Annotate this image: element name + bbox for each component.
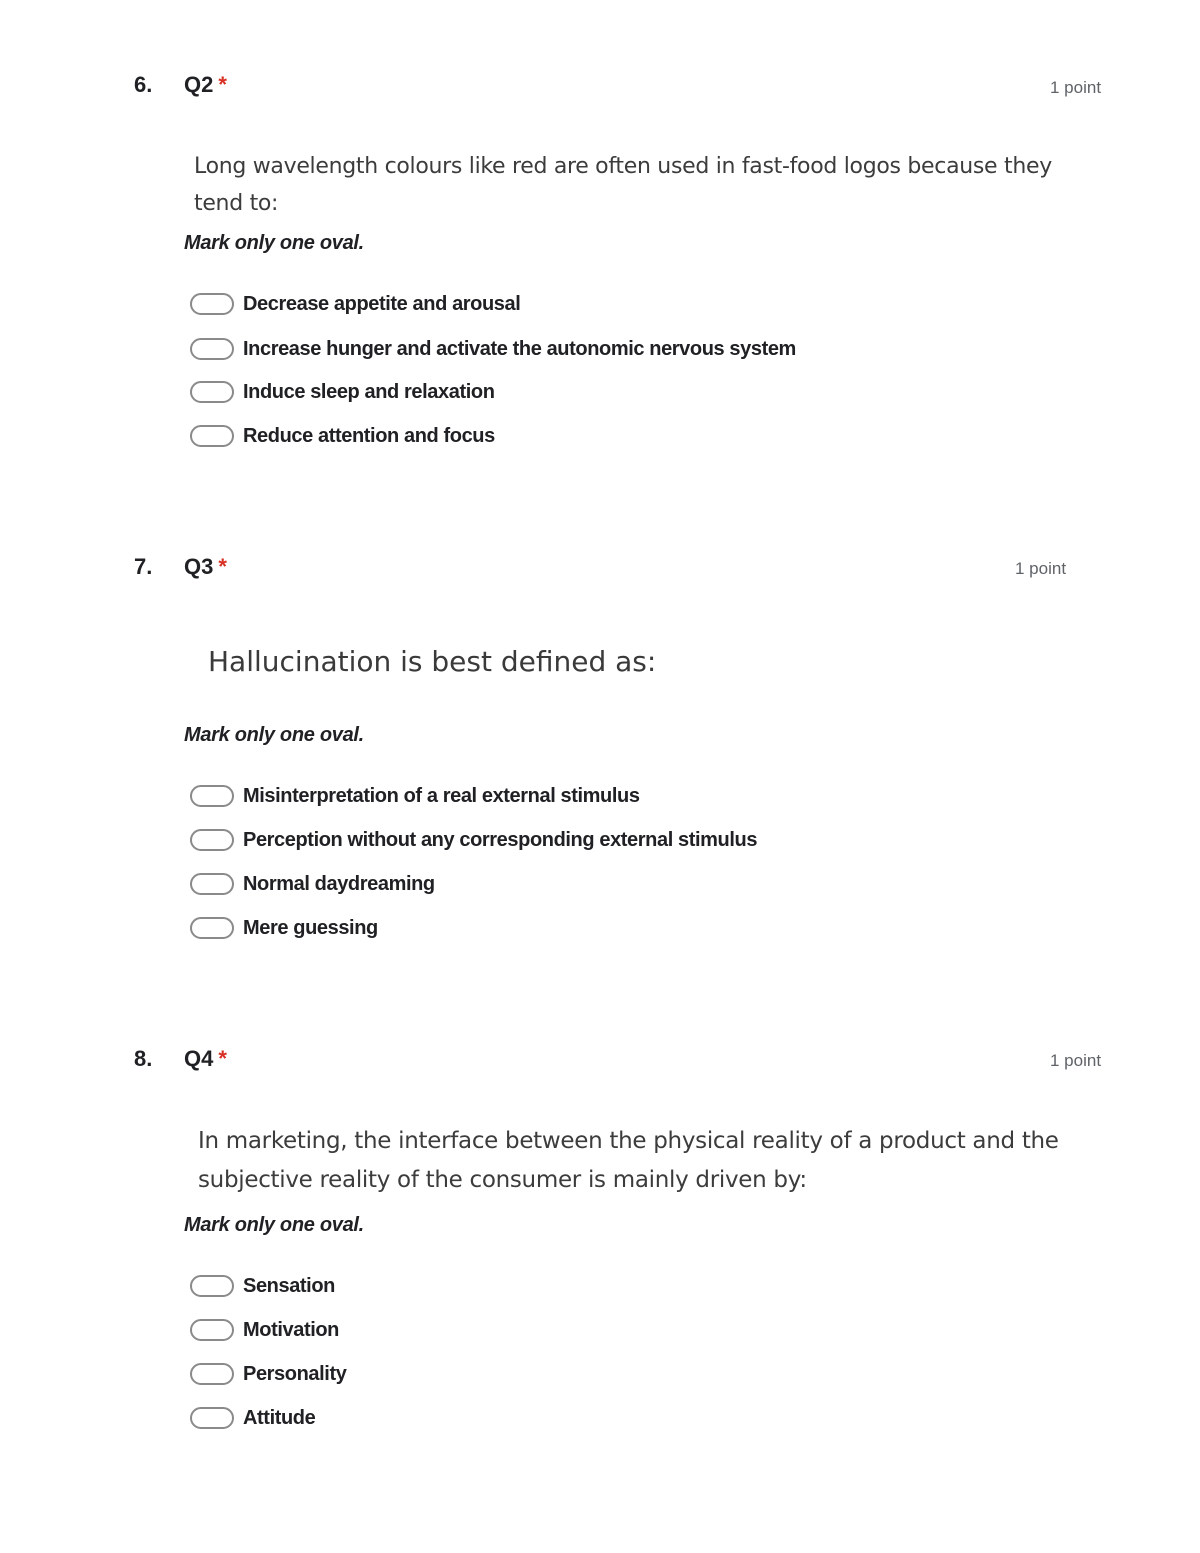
question-prompt: Hallucination is best defined as: bbox=[208, 645, 657, 678]
option-sensation[interactable] bbox=[190, 1271, 335, 1301]
question-number: 6. bbox=[134, 72, 153, 97]
option-motivation[interactable] bbox=[190, 1315, 339, 1345]
option-attitude[interactable] bbox=[190, 1403, 315, 1433]
required-asterisk: * bbox=[218, 1046, 227, 1071]
question-points: 1 point bbox=[1050, 1051, 1102, 1070]
radio-oval[interactable] bbox=[190, 1407, 234, 1429]
radio-oval[interactable] bbox=[190, 381, 234, 403]
option-label: Increase hunger and activate the autonomic nervous system bbox=[243, 337, 796, 360]
option-reduce-attention[interactable] bbox=[190, 421, 495, 451]
option-label: Misinterpretation of a real external stimulus bbox=[243, 784, 640, 807]
question-title bbox=[184, 554, 227, 580]
question-number: 8. bbox=[134, 1046, 153, 1071]
radio-oval[interactable] bbox=[190, 917, 234, 939]
answer-instruction: Mark only one oval. bbox=[184, 232, 364, 254]
question-title bbox=[184, 72, 227, 98]
radio-oval[interactable] bbox=[190, 1319, 234, 1341]
option-label: Personality bbox=[243, 1362, 347, 1385]
option-label: Mere guessing bbox=[243, 916, 378, 939]
radio-oval[interactable] bbox=[190, 425, 234, 447]
option-mere-guessing[interactable] bbox=[190, 913, 378, 943]
question-number: 7. bbox=[134, 554, 153, 579]
option-decrease-appetite[interactable] bbox=[190, 289, 520, 319]
radio-oval[interactable] bbox=[190, 785, 234, 807]
option-label: Sensation bbox=[243, 1274, 335, 1297]
option-label: Motivation bbox=[243, 1318, 339, 1341]
option-label: Decrease appetite and arousal bbox=[243, 292, 521, 315]
radio-oval[interactable] bbox=[190, 829, 234, 851]
option-misinterpretation[interactable] bbox=[190, 781, 640, 811]
option-induce-sleep[interactable] bbox=[190, 377, 495, 407]
option-label: Attitude bbox=[243, 1406, 316, 1429]
required-asterisk: * bbox=[218, 72, 227, 97]
question-title-text: Q4 bbox=[184, 1046, 214, 1071]
option-normal-daydreaming[interactable] bbox=[190, 869, 435, 899]
question-prompt: Long wavelength colours like red are often used in fast-food logos because they tend to: bbox=[194, 154, 1052, 216]
option-label: Reduce attention and focus bbox=[243, 424, 495, 447]
option-label: Normal daydreaming bbox=[243, 872, 435, 895]
radio-oval[interactable] bbox=[190, 1363, 234, 1385]
option-personality[interactable] bbox=[190, 1359, 346, 1389]
option-label: Perception without any corresponding external stimulus bbox=[243, 828, 758, 851]
radio-oval[interactable] bbox=[190, 873, 234, 895]
question-points: 1 point bbox=[1050, 78, 1102, 97]
answer-instruction: Mark only one oval. bbox=[184, 724, 364, 746]
question-title-text: Q2 bbox=[184, 72, 214, 97]
radio-oval[interactable] bbox=[190, 293, 234, 315]
question-points: 1 point bbox=[1015, 559, 1067, 578]
option-increase-hunger[interactable] bbox=[190, 334, 796, 364]
option-perception-without-stimulus[interactable] bbox=[190, 825, 757, 855]
radio-oval[interactable] bbox=[190, 338, 234, 360]
question-title-text: Q3 bbox=[184, 554, 214, 579]
radio-oval[interactable] bbox=[190, 1275, 234, 1297]
question-title bbox=[184, 1046, 227, 1072]
required-asterisk: * bbox=[218, 554, 227, 579]
answer-instruction: Mark only one oval. bbox=[184, 1214, 364, 1236]
question-prompt: In marketing, the interface between the physical reality of a product and the subjective reality of the consumer is mainly driven by: bbox=[198, 1128, 1059, 1193]
option-label: Induce sleep and relaxation bbox=[243, 380, 495, 403]
